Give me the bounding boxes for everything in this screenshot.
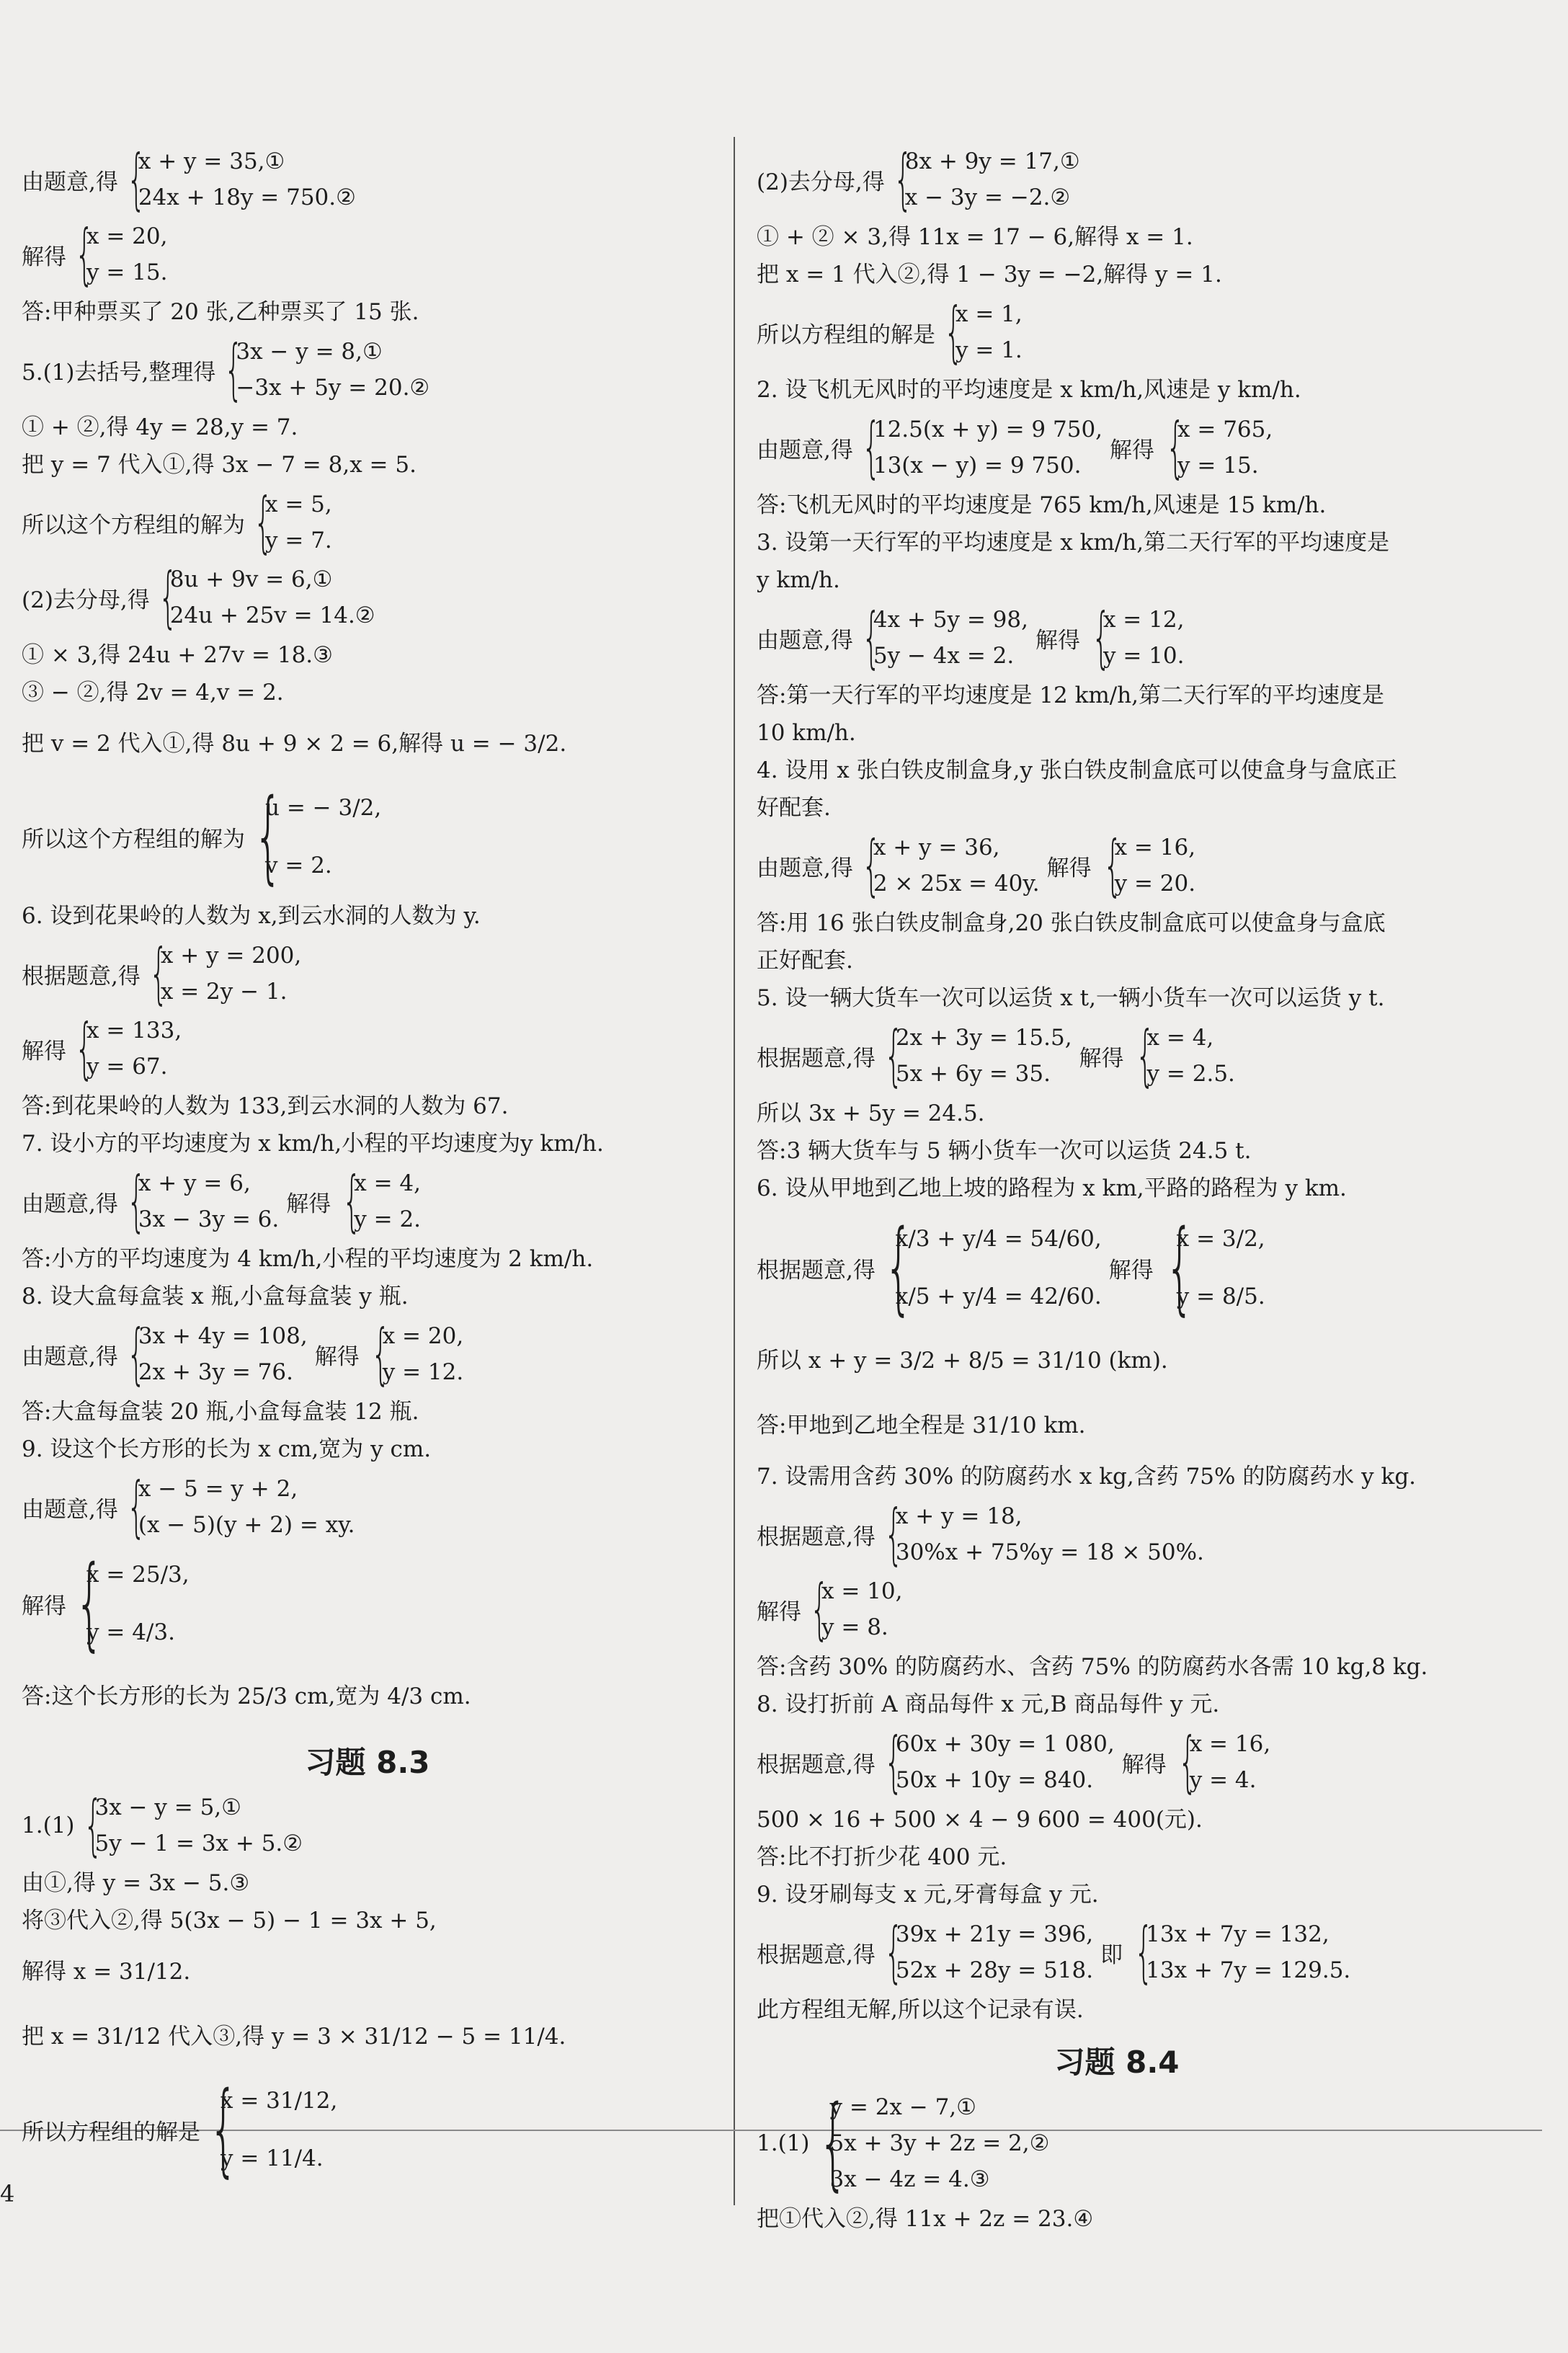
equation-system [757,1570,1477,1647]
line-text: 8. 设打折前 A 商品每件 x 元,B 商品每件 y 元. [757,1691,1220,1717]
equation-system [22,1468,713,1545]
brace: { [75,215,94,293]
equation-system [757,1723,1477,1800]
line-text: 根据题意,得 [757,1941,876,1968]
equation: 3x − y = 5,① [94,1794,241,1820]
line-text: 10 km/h. [757,720,856,746]
line-text: 由①,得 y = 3x − 5.③ [22,1870,250,1896]
equation: x = 133, [86,1018,182,1044]
brace: { [158,559,178,636]
equation: 2x + 3y = 76. [138,1359,293,1385]
brace: { [126,1468,146,1545]
equation: x = 765, [1177,417,1273,442]
brace: { [861,409,881,486]
equation: (x − 5)(y + 2) = xy. [138,1512,355,1538]
equation: y = 10. [1102,643,1185,669]
line-text: 答:第一天行军的平均速度是 12 km/h,第二天行军的平均速度是 [757,682,1385,708]
line-text: 好配套. [757,795,831,821]
equation: 24x + 18y = 750.② [138,184,356,210]
equation-system [22,779,713,894]
equation: x + y = 18, [895,1503,1023,1529]
equation-system [22,1789,713,1862]
equation: 8u + 9v = 6,① [169,566,333,592]
section-heading: 习题 8.3 [305,1745,430,1780]
brace: { [944,293,963,370]
equation: 12.5(x + y) = 9 750, [873,417,1103,442]
line-text: 所以这个方程组的解为 [22,512,245,538]
equation: 5y − 4x = 2. [873,643,1015,669]
line-text: y km/h. [757,567,840,593]
brace: { [224,331,244,408]
brace: { [883,1209,913,1326]
line-text: 把 x = 31/12 代入③,得 y = 3 × 31/12 − 5 = 11/4. [22,2024,566,2050]
equation: 30%x + 75%y = 18 × 50%. [895,1539,1204,1565]
brace: { [1177,1723,1198,1800]
line-text: 解得 x = 31/12. [22,1959,191,1985]
brace: { [883,1913,904,1991]
equation-system [22,486,713,559]
equation: 60x + 30y = 1 080, [895,1731,1115,1757]
line-text: ① + ② × 3,得 11x = 17 − 6,解得 x = 1. [757,224,1193,250]
equation-system [757,829,1477,902]
equation: 3x − 4z = 4.③ [829,2166,990,2192]
line-text: 3. 设第一天行军的平均速度是 x km/h,第二天行军的平均速度是 [757,530,1390,556]
brace: { [861,599,881,676]
line-text: 9. 设这个长方形的长为 x cm,宽为 y cm. [22,1436,432,1462]
equation: x − 5 = y + 2, [138,1476,298,1502]
line-text: 由题意,得 [22,1343,118,1370]
line-text: 解得 [1121,1751,1167,1778]
line-text: (2)去分母,得 [22,587,150,613]
line-text: 根据题意,得 [757,1257,876,1284]
equation: x = 20, [382,1323,464,1349]
brace: { [1164,1209,1194,1326]
equation: x = 4, [354,1170,421,1196]
line-text: 解得 [22,1593,66,1619]
line-text: 解得 [1035,627,1080,654]
equation: 5x + 6y = 35. [895,1061,1051,1087]
line-text: 5.(1)去括号,整理得 [22,359,216,386]
line-text: 7. 设需用含药 30% 的防腐药水 x kg,含药 75% 的防腐药水 y kg. [757,1464,1417,1490]
section-heading: 习题 8.4 [1054,2045,1180,2080]
equation: x = 20, [86,223,168,249]
line-text: 答:大盒每盒装 20 瓶,小盒每盒装 12 瓶. [22,1399,419,1425]
line-text: 把 y = 7 代入①,得 3x − 7 = 8,x = 5. [22,452,416,478]
brace: { [883,1723,904,1800]
line-text: 答:甲种票买了 20 张,乙种票买了 15 张. [22,299,419,325]
equation: u = − 3/2, [265,795,382,821]
equation-system [757,409,1477,486]
brace: { [254,484,273,561]
equation: x = 12, [1102,607,1185,633]
equation: 5y − 1 = 3x + 5.② [94,1831,303,1856]
equation: x = 3/2, [1176,1226,1265,1252]
brace: { [342,1162,362,1240]
brace: { [83,1787,102,1864]
brace: { [254,778,283,895]
brace: { [818,2084,847,2202]
line-text: 由题意,得 [757,437,853,463]
equation: x = 16, [1189,1731,1271,1757]
equation: 39x + 21y = 396, [895,1921,1094,1947]
equation-system [22,2072,713,2187]
line-text: 所以 x + y = 3/2 + 8/5 = 31/10 (km). [757,1348,1168,1374]
equation: 24u + 25v = 14.② [169,602,375,628]
brace: { [883,1017,904,1094]
line-text: 解得 [1108,1257,1154,1284]
equation: x + y = 36, [873,835,1000,860]
line-text: 所以这个方程组的解为 [22,826,245,853]
brace: { [126,1162,146,1240]
brace: { [893,141,913,218]
equation: y = 4. [1189,1767,1257,1793]
equation: y = 12. [382,1359,464,1385]
equation: 13(x − y) = 9 750. [873,453,1082,479]
line-text: 解得 [286,1191,331,1217]
equation: 8x + 9y = 17,① [904,148,1080,174]
equation: 3x − y = 8,① [236,339,383,365]
equation: y = 4/3. [86,1619,175,1645]
equation: 52x + 28y = 518. [895,1957,1094,1983]
line-text: 根据题意,得 [22,963,141,989]
line-text: 答:甲地到乙地全程是 31/10 km. [757,1413,1086,1438]
line-text: 解得 [1079,1045,1124,1072]
equation: x = 2y − 1. [160,979,288,1005]
equation: y = 2x − 7,① [829,2094,976,2120]
line-text: 答:这个长方形的长为 25/3 cm,宽为 4/3 cm. [22,1683,471,1709]
equation: x + y = 200, [160,943,302,969]
brace: { [1134,1913,1154,1991]
equation: y = 8. [821,1614,888,1640]
equation: y = 11/4. [220,2145,324,2171]
line-text: 500 × 16 + 500 × 4 − 9 600 = 400(元). [757,1807,1203,1833]
brace: { [370,1315,391,1392]
line-text: 5. 设一辆大货车一次可以运货 x t,一辆小货车一次可以运货 y t. [757,985,1385,1011]
equation: 13x + 7y = 129.5. [1146,1957,1351,1983]
equation: x/5 + y/4 = 42/60. [895,1284,1102,1309]
brace: { [126,141,146,218]
line-text: 即 [1100,1941,1123,1968]
equation: y = 8/5. [1176,1284,1265,1309]
line-text: ③ − ②,得 2v = 4,v = 2. [22,680,284,706]
line-text: 把 v = 2 代入①,得 8u + 9 × 2 = 6,解得 u = − 3/2. [22,731,567,757]
line-text: 将③代入②,得 5(3x − 5) − 1 = 3x + 5, [22,1908,437,1934]
equation: y = 20. [1114,871,1196,897]
line-text: 所以方程组的解是 [22,2119,200,2145]
line-text: 由题意,得 [22,1191,118,1217]
equation: x = 16, [1114,835,1196,860]
line-text: 解得 [22,244,66,270]
equation-system [22,1546,713,1661]
equation-system [757,2084,1477,2202]
equation-system [22,559,713,636]
equation-system [757,293,1477,370]
line-text: 答:到花果岭的人数为 133,到云水洞的人数为 67. [22,1093,509,1119]
equation: −3x + 5y = 20.② [236,375,430,401]
equation: y = 7. [265,528,332,553]
brace: { [209,2070,239,2188]
equation: x = 25/3, [86,1562,190,1588]
brace: { [1092,599,1111,676]
line-text: 答:含药 30% 的防腐药水、含药 75% 的防腐药水各需 10 kg,8 kg. [757,1654,1428,1680]
page-number: 4 [0,2180,15,2207]
column-divider [734,137,735,2205]
brace: { [148,935,169,1012]
equation: 4x + 5y = 98, [873,607,1028,633]
equation: x + y = 6, [138,1170,251,1196]
equation: x = 1, [956,301,1023,327]
brace: { [126,1315,146,1392]
line-text: 4. 设用 x 张白铁皮制盒身,y 张白铁皮制盒底可以使盒身与盒底正 [757,757,1397,783]
brace: { [75,1544,104,1662]
line-text: 答:比不打折少花 400 元. [757,1844,1007,1870]
equation: x = 4, [1146,1025,1214,1051]
equation: y = 15. [86,259,168,285]
brace: { [75,1010,94,1087]
equation: x = 5, [265,491,332,517]
right-column [757,141,1477,2238]
line-text: 6. 设到花果岭的人数为 x,到云水洞的人数为 y. [22,903,481,929]
line-text: 把①代入②,得 11x + 2z = 23.④ [757,2206,1094,2232]
equation-system [22,935,713,1012]
line-text: 答:小方的平均速度为 4 km/h,小程的平均速度为 2 km/h. [22,1246,594,1272]
equation-system [22,331,713,408]
line-text: 解得 [757,1598,801,1625]
equation: x − 3y = −2.② [904,184,1071,210]
line-text: 由题意,得 [757,627,853,654]
equation: y = 1. [956,337,1023,363]
equation-system [757,1913,1477,1991]
equation-system [22,1315,713,1392]
equation: y = 15. [1177,453,1259,479]
line-text: 6. 设从甲地到乙地上坡的路程为 x km,平路的路程为 y km. [757,1175,1347,1201]
equation: y = 67. [86,1054,168,1080]
equation-system [22,141,713,218]
equation: y = 2.5. [1146,1061,1235,1087]
equation: x = 10, [821,1578,903,1604]
equation: y = 2. [354,1206,422,1232]
left-column [22,141,713,2190]
equation: v = 2. [265,853,332,879]
brace: { [1102,827,1122,904]
line-text: 解得 [1046,855,1092,881]
equation: 13x + 7y = 132, [1146,1921,1329,1947]
brace: { [883,1495,904,1573]
line-text: 9. 设牙刷每支 x 元,牙膏每盒 y 元. [757,1882,1099,1908]
line-text: 解得 [314,1343,360,1370]
line-text: 解得 [22,1038,66,1064]
equation-system [757,1495,1477,1573]
line-text: ① × 3,得 24u + 27v = 18.③ [22,642,333,668]
brace: { [1166,409,1185,486]
line-text: 答:3 辆大货车与 5 辆小货车一次可以运货 24.5 t. [757,1138,1252,1164]
line-text: 根据题意,得 [757,1045,876,1072]
line-text: 答:飞机无风时的平均速度是 765 km/h,风速是 15 km/h. [757,492,1327,518]
equation-system [757,599,1477,676]
equation: 50x + 10y = 840. [895,1767,1094,1793]
brace: { [1135,1017,1154,1094]
equation: 3x + 4y = 108, [138,1323,308,1349]
equation-system [22,215,713,293]
line-text: 此方程组无解,所以这个记录有误. [757,1997,1084,2023]
equation: 3x − 3y = 6. [138,1206,280,1232]
equation-system [757,1017,1477,1094]
equation-system [757,141,1477,218]
line-text: 解得 [1110,437,1155,463]
line-text: 正好配套. [757,948,853,974]
line-text: 由题意,得 [22,1496,118,1523]
line-text: 8. 设大盒每盒装 x 瓶,小盒每盒装 y 瓶. [22,1284,409,1309]
line-text: 由题意,得 [22,169,118,195]
line-text: 所以 3x + 5y = 24.5. [757,1100,985,1126]
line-text: (2)去分母,得 [757,169,885,195]
equation-system [22,1162,713,1240]
brace: { [810,1570,829,1647]
line-text: ① + ②,得 4y = 28,y = 7. [22,414,298,440]
brace: { [861,827,881,904]
line-text: 1.(1) [757,2130,810,2156]
line-text: 答:用 16 张白铁皮制盒身,20 张白铁皮制盒底可以使盒身与盒底 [757,910,1386,936]
line-text: 把 x = 1 代入②,得 1 − 3y = −2,解得 y = 1. [757,262,1222,288]
line-text: 7. 设小方的平均速度为 x km/h,小程的平均速度为y km/h. [22,1131,604,1157]
line-text: 根据题意,得 [757,1524,876,1550]
line-text: 1.(1) [22,1812,75,1838]
equation: x/3 + y/4 = 54/60, [895,1226,1102,1252]
line-text: 所以方程组的解是 [757,321,935,348]
equation: 2x + 3y = 15.5, [895,1025,1072,1051]
equation: x = 31/12, [220,2088,338,2114]
equation-system [22,1010,713,1087]
line-text: 由题意,得 [757,855,853,881]
equation-system [757,1210,1477,1325]
equation: x + y = 35,① [138,148,285,174]
equation: 2 × 25x = 40y. [873,871,1040,897]
line-text: 2. 设飞机无风时的平均速度是 x km/h,风速是 y km/h. [757,377,1301,403]
line-text: 根据题意,得 [757,1751,876,1778]
equation: 5x + 3y + 2z = 2,② [829,2130,1050,2156]
